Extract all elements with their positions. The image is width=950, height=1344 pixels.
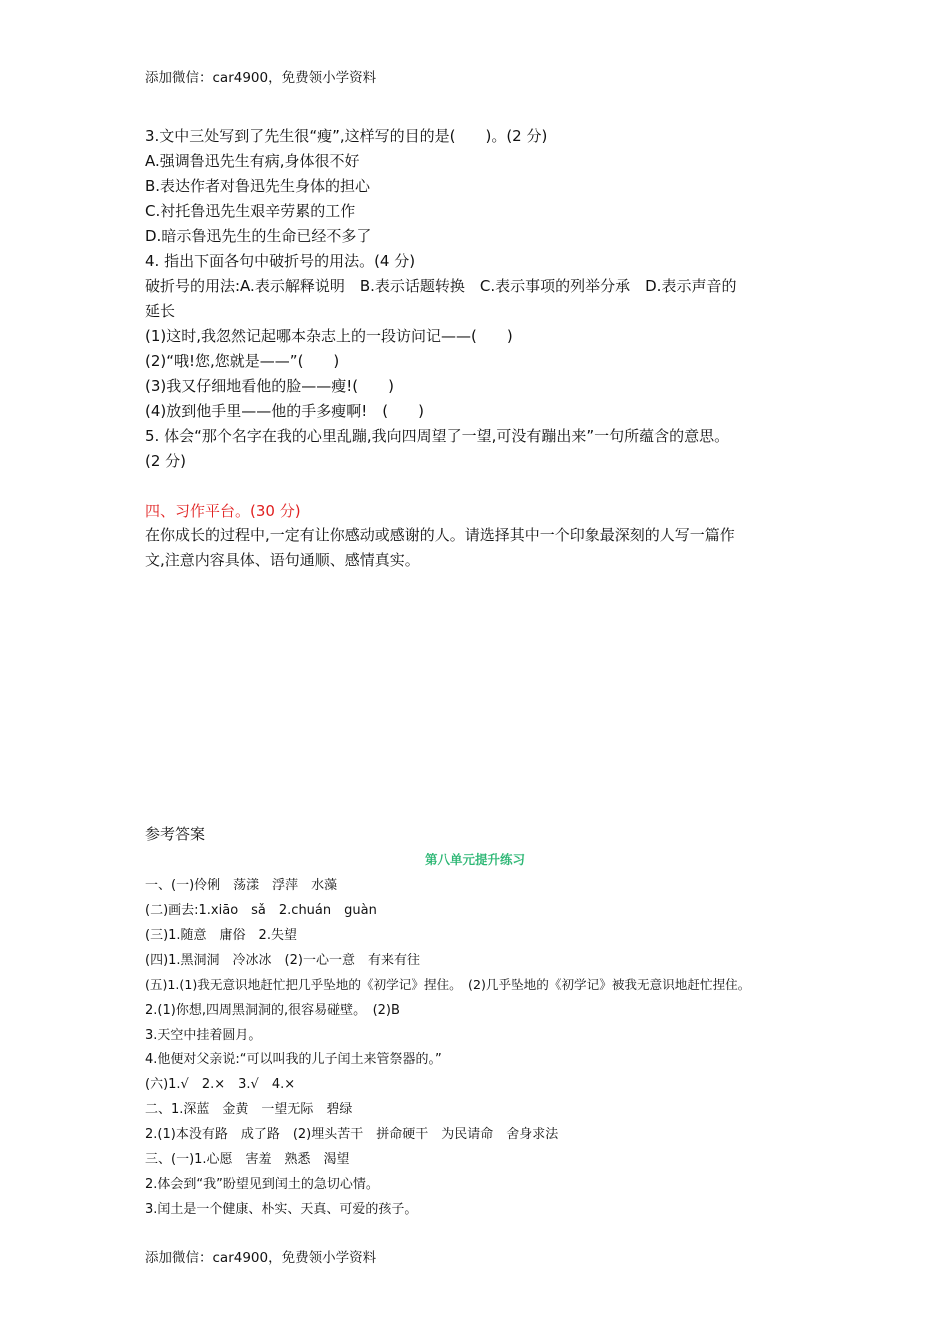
answer-line: (二)画去:1.xiāo sǎ 2.chuán guàn: [145, 903, 377, 918]
answer-line: (四)1.黑洞洞 冷冰冰 (2)一心一意 有来有往: [145, 953, 420, 968]
answer-line: 3.天空中挂着圆月。: [145, 1028, 262, 1043]
writing-prompt-line-2: 文,注意内容具体、语句通顺、感情真实。: [145, 551, 420, 569]
answer-line: 三、(一)1.心愿 害羞 熟悉 渴望: [145, 1152, 350, 1167]
answer-line: (六)1.√ 2.× 3.√ 4.×: [145, 1077, 296, 1092]
question-5-line-2: (2 分): [145, 452, 187, 470]
option-d: D.暗示鲁迅先生的生命已经不多了: [145, 227, 372, 245]
sentence-4: (4)放到他手里——他的手多瘦啊! ( ): [145, 402, 424, 420]
footer-note: 添加微信：car4900，免费领小学资料: [145, 1250, 377, 1266]
question-5-line-1: 5. 体会“那个名字在我的心里乱蹦,我向四周望了一望,可没有蹦出来”一句所蕴含的意思。: [145, 427, 730, 445]
answer-line: (五)1.(1)我无意识地赶忙把几乎坠地的《初学记》捏住。 (2)几乎坠地的《初学记》被我无意识地赶忙捏住。: [145, 977, 751, 992]
sentence-3: (3)我又仔细地看他的脸——瘦!( ): [145, 377, 394, 395]
writing-prompt-line-1: 在你成长的过程中,一定有让你感动或感谢的人。请选择其中一个印象最深刻的人写一篇作: [145, 526, 735, 544]
answer-line: 4.他便对父亲说:“可以叫我的儿子闰土来管祭器的。”: [145, 1052, 442, 1067]
option-b: B.表达作者对鲁迅先生身体的担心: [145, 177, 371, 195]
option-a: A.强调鲁迅先生有病,身体很不好: [145, 152, 360, 170]
writing-section-title: 四、习作平台。(30 分): [145, 502, 301, 520]
option-c: C.衬托鲁迅先生艰辛劳累的工作: [145, 202, 356, 220]
dash-usage-line-1: 破折号的用法:A.表示解释说明 B.表示话题转换 C.表示事项的列举分承 D.表示声音的: [145, 277, 737, 295]
question-3: 3.文中三处写到了先生很“瘦”,这样写的目的是( )。(2 分): [145, 127, 548, 145]
answer-line: 2.体会到“我”盼望见到闰土的急切心情。: [145, 1177, 379, 1192]
answer-line: 2.(1)本没有路 成了路 (2)埋头苦干 拼命硬干 为民请命 舍身求法: [145, 1127, 559, 1142]
answer-line: 3.闰土是一个健康、朴实、天真、可爱的孩子。: [145, 1202, 418, 1217]
answer-line: (三)1.随意 庸俗 2.失望: [145, 928, 297, 943]
unit-title: 第八单元提升练习: [424, 852, 525, 867]
dash-usage-line-2: 延长: [145, 302, 176, 320]
question-4: 4. 指出下面各句中破折号的用法。(4 分): [145, 252, 416, 270]
answers-heading: 参考答案: [145, 825, 206, 843]
answer-line: 一、(一)伶俐 荡漾 浮萍 水藻: [145, 878, 338, 893]
sentence-2: (2)“哦!您,您就是——”( ): [145, 352, 340, 370]
answer-line: 2.(1)你想,四周黑洞洞的,很容易碰壁。 (2)B: [145, 1003, 400, 1018]
sentence-1: (1)这时,我忽然记起哪本杂志上的一段访问记——( ): [145, 327, 513, 345]
header-note: 添加微信：car4900，免费领小学资料: [145, 70, 377, 86]
answer-line: 二、1.深蓝 金黄 一望无际 碧绿: [145, 1102, 353, 1117]
